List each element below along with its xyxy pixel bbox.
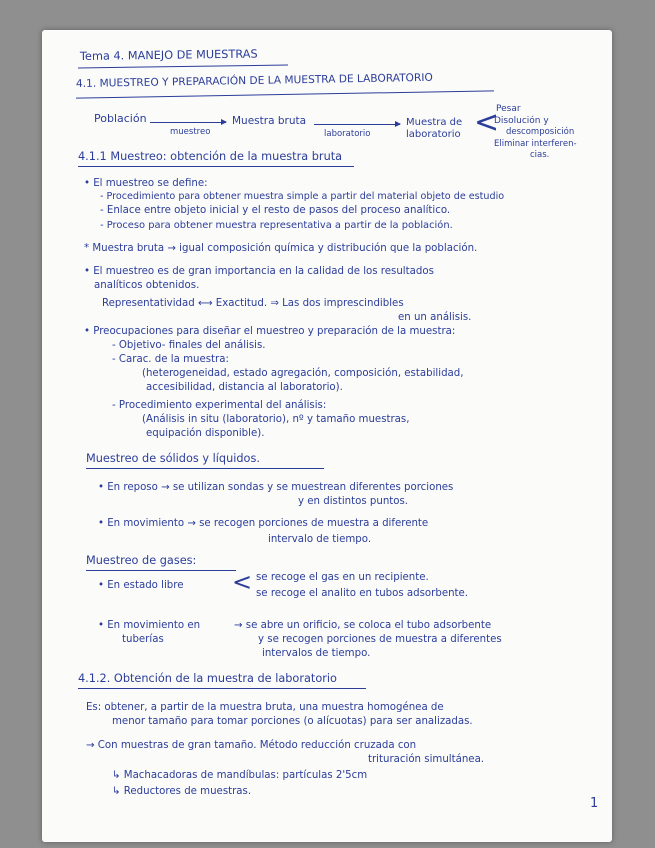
obtener-1: Es: obtener, a partir de la muestra bruta, una muestra homogénea de (86, 702, 444, 713)
preocupacion-2a: (heterogeneidad, estado agregación, composición, estabilidad, (142, 368, 464, 379)
notebook-page (42, 30, 612, 842)
importancia-2: analíticos obtenidos. (94, 280, 200, 291)
preocupaciones: • Preocupaciones para diseñar el muestreo y preparación de la muestra: (84, 326, 456, 337)
gases-mov-2: tuberías (122, 634, 164, 645)
flow-brace: < (474, 105, 500, 140)
heading-underline-4-1 (76, 90, 494, 99)
solidos-underline (86, 468, 324, 469)
gases-libre-1: se recoge el gas en un recipiente. (256, 572, 429, 583)
representatividad: Representatividad ⟷ Exactitud. ⇒ Las dos imprescindibles (102, 298, 404, 309)
preocupacion-3: - Procedimiento experimental del análisis: (112, 400, 327, 411)
preocupacion-3a: (Análisis in situ (laboratorio), nº y tamaño muestras, (142, 414, 410, 425)
heading-underline-4-1-1 (78, 166, 354, 167)
flow-cias: cias. (530, 150, 550, 160)
flow-disolucion: Disolución y (494, 116, 549, 126)
flow-pesar: Pesar (496, 104, 521, 114)
importancia-1: • El muestreo es de gran importancia en la calidad de los resultados (84, 266, 434, 277)
flow-eliminar: Eliminar interferen- (494, 139, 577, 149)
machacadoras: ↳ Machacadoras de mandíbulas: partículas 2'5cm (112, 770, 368, 781)
gases-tubo-1: → se abre un orificio, se coloca el tubo adsorbente (234, 620, 492, 631)
gases-mov-1: • En movimiento en (98, 620, 201, 631)
solidos-heading: Muestreo de sólidos y líquidos. (86, 452, 260, 465)
def-line-3: - Proceso para obtener muestra representativa a partir de la población. (100, 220, 453, 231)
obtener-2: menor tamaño para tomar porciones (o alícuotas) para ser analizadas. (112, 716, 473, 727)
page-title: Tema 4. MANEJO DE MUESTRAS (79, 47, 258, 63)
gases-libre: • En estado libre (98, 580, 184, 591)
gases-brace: < (232, 568, 253, 596)
reductores: ↳ Reductores de muestras. (112, 786, 252, 797)
section-heading-4-1-1: 4.1.1 Muestreo: obtención de la muestra bruta (78, 150, 343, 163)
title-underline (78, 65, 288, 69)
flow-laboratorio: laboratorio (406, 129, 461, 140)
movimiento-2: intervalo de tiempo. (268, 534, 372, 545)
muestreo-def: • El muestreo se define: (84, 178, 208, 189)
page-number: 1 (590, 796, 599, 811)
def-line-1: - Procedimiento para obtener muestra simple a partir del material objeto de estudio (100, 191, 505, 202)
gases-tubo-3: intervalos de tiempo. (262, 648, 371, 659)
gases-tubo-2: y se recogen porciones de muestra a diferentes (258, 634, 502, 645)
flow-muestra-bruta: Muestra bruta (232, 115, 307, 127)
gran-tamano-1: → Con muestras de gran tamaño. Método reducción cruzada con (86, 740, 417, 751)
preocupacion-2b: accesibilidad, distancia al laboratorio). (146, 382, 343, 393)
flow-poblacion: Población (94, 112, 147, 125)
movimiento-1: • En movimiento → se recogen porciones de muestra a diferente (98, 518, 429, 529)
gases-libre-2: se recoge el analito en tubos adsorbente. (256, 588, 469, 599)
preocupacion-2: - Carac. de la muestra: (112, 354, 229, 365)
gran-tamano-2: trituración simultánea. (368, 754, 485, 765)
def-line-2: - Enlace entre objeto inicial y el resto de pasos del proceso analítico. (100, 205, 451, 216)
flow-muestra-de: Muestra de (406, 117, 463, 128)
representatividad-2: en un análisis. (398, 312, 472, 323)
reposo-1: • En reposo → se utilizan sondas y se muestrean diferentes porciones (98, 482, 454, 493)
flow-muestreo-label: muestreo (170, 127, 211, 137)
flow-laboratorio-label: laboratorio (324, 129, 371, 139)
section-heading-4-1-2: 4.1.2. Obtención de la muestra de laboratorio (78, 672, 337, 685)
flow-arrow-2 (314, 124, 400, 125)
heading-underline-4-1-2 (78, 688, 366, 689)
reposo-2: y en distintos puntos. (298, 496, 409, 507)
gases-underline (86, 570, 236, 571)
gases-heading: Muestreo de gases: (86, 554, 197, 567)
muestra-bruta-note: * Muestra bruta → igual composición química y distribución que la población. (84, 243, 478, 254)
section-heading-4-1: 4.1. MUESTREO Y PREPARACIÓN DE LA MUESTRA DE LABORATORIO (75, 71, 433, 90)
flow-descomposicion: descomposición (506, 127, 575, 137)
preocupacion-1: - Objetivo- finales del análisis. (112, 340, 266, 351)
preocupacion-3b: equipación disponible). (146, 428, 265, 439)
flow-arrow-1 (150, 122, 226, 123)
